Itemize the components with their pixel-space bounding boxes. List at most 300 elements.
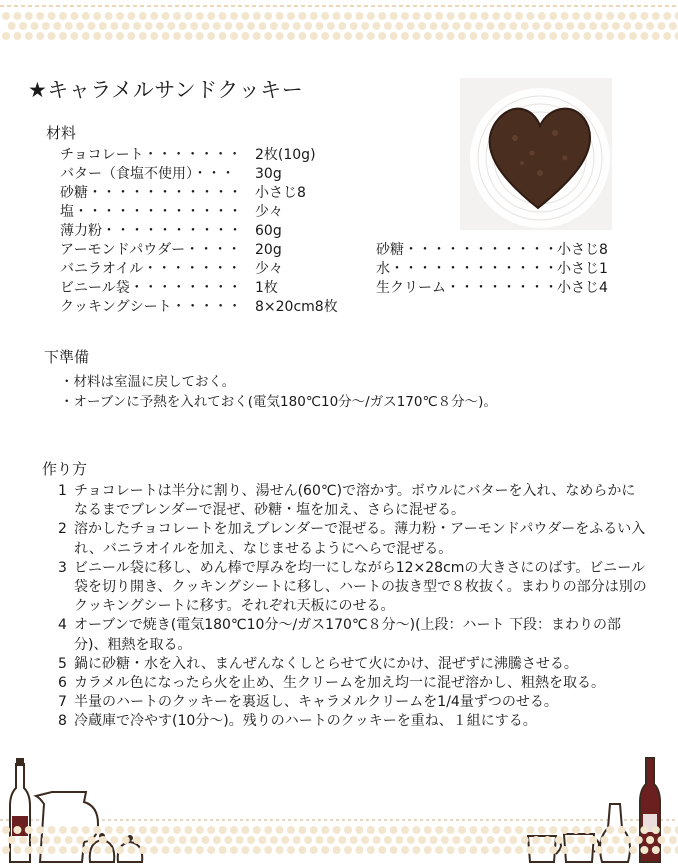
decor-dot xyxy=(487,836,495,844)
decor-dot xyxy=(355,846,363,854)
decor-dot xyxy=(2,32,10,40)
decor-dot xyxy=(116,826,124,834)
ingredient-amount: 1枚 xyxy=(255,280,278,296)
decor-dot xyxy=(122,836,130,844)
decor-dot xyxy=(475,836,483,844)
decor-dot xyxy=(361,22,369,30)
decor-dot xyxy=(310,846,318,854)
decor-dot xyxy=(526,826,534,834)
decor-dot xyxy=(236,836,244,844)
decor-dot xyxy=(595,826,603,834)
decor-dot xyxy=(145,836,153,844)
ingredient-amount: 小さじ8 xyxy=(557,242,608,258)
decor-dot xyxy=(344,826,352,834)
ingredient-row xyxy=(376,260,608,279)
decor-dot xyxy=(390,32,398,40)
decor-dot xyxy=(566,22,574,30)
decor-dot xyxy=(675,846,678,854)
heart-cookie-photo xyxy=(460,78,612,230)
decor-dot xyxy=(25,12,33,20)
ingredients-heading: 材料 xyxy=(46,124,77,142)
decor-dot xyxy=(219,846,227,854)
decor-dot xyxy=(59,846,67,854)
decor-dot xyxy=(150,32,158,40)
decor-dot xyxy=(549,12,557,20)
decor-dot xyxy=(464,836,472,844)
decor-dot xyxy=(401,12,409,20)
step-number: 1 xyxy=(58,483,67,499)
decor-dot xyxy=(298,846,306,854)
decor-dot xyxy=(310,826,318,834)
decor-dot xyxy=(344,846,352,854)
decor-dot xyxy=(430,836,438,844)
decor-dot xyxy=(150,846,158,854)
step-item xyxy=(58,616,648,654)
decor-dot xyxy=(583,826,591,834)
decor-dot xyxy=(70,12,78,20)
ingredient-name: 薄力粉・・・・・・・・・・ xyxy=(60,223,242,239)
decor-dot xyxy=(184,846,192,854)
decor-dot xyxy=(338,836,346,844)
decor-dot xyxy=(127,826,135,834)
decor-dot xyxy=(561,32,569,40)
decor-dot xyxy=(629,12,637,20)
decor-dot xyxy=(213,836,221,844)
decor-dot xyxy=(481,32,489,40)
decor-dot xyxy=(184,12,192,20)
decor-dot xyxy=(646,836,654,844)
decor-dot xyxy=(99,22,107,30)
decor-dot xyxy=(133,836,141,844)
ingredient-amount: 2枚(10g) xyxy=(255,147,316,163)
decor-dot xyxy=(184,826,192,834)
decor-dot xyxy=(310,12,318,20)
decor-dot xyxy=(196,12,204,20)
decor-dot xyxy=(595,12,603,20)
decor-dot xyxy=(435,32,443,40)
decor-dot xyxy=(162,826,170,834)
decor-dot xyxy=(515,846,523,854)
decor-dot xyxy=(276,32,284,40)
decor-dot xyxy=(606,32,614,40)
decor-dot xyxy=(367,846,375,854)
decor-dot xyxy=(213,22,221,30)
decor-dot xyxy=(139,32,147,40)
decor-dot xyxy=(583,32,591,40)
decor-dot xyxy=(435,846,443,854)
decor-dot xyxy=(116,846,124,854)
decor-dot xyxy=(8,836,16,844)
decor-dot xyxy=(316,836,324,844)
decor-dot xyxy=(447,32,455,40)
decor-dot xyxy=(287,846,295,854)
prep-item: ・オーブンに予熱を入れておく(電気180℃10分～/ガス170℃８分～)。 xyxy=(60,394,497,410)
decor-dot xyxy=(230,12,238,20)
decor-dot xyxy=(407,836,415,844)
decor-dot xyxy=(298,12,306,20)
decor-dot xyxy=(93,826,101,834)
decor-dot xyxy=(25,846,33,854)
decor-dot xyxy=(424,846,432,854)
top-dot-border xyxy=(0,0,678,48)
decor-dot xyxy=(390,846,398,854)
decor-dot xyxy=(447,846,455,854)
decor-dot xyxy=(355,12,363,20)
ingredient-amount: 30g xyxy=(255,166,282,182)
prep-list xyxy=(60,372,497,412)
decor-dot xyxy=(578,22,586,30)
decor-dot xyxy=(219,12,227,20)
decor-dot xyxy=(589,836,597,844)
decor-dot xyxy=(561,846,569,854)
step-text: チョコレートは半分に割り、湯せん(60℃)で溶かす。ボウルにバターを入れ、なめらかになるまでブレンダーで混ぜ、砂糖・塩を加え、さらに混ぜる。 xyxy=(74,483,636,519)
decor-dot xyxy=(373,22,381,30)
ingredient-name: 塩・・・・・・・・・・・・ xyxy=(60,204,242,220)
ingredient-row xyxy=(60,279,338,298)
decor-dot xyxy=(8,22,16,30)
decor-dot xyxy=(196,846,204,854)
decor-dot xyxy=(190,22,198,30)
decor-dot xyxy=(521,836,529,844)
decor-dot xyxy=(675,826,678,834)
decor-dot xyxy=(276,12,284,20)
decor-dot xyxy=(42,22,50,30)
decor-dot xyxy=(253,12,261,20)
decor-dot xyxy=(435,826,443,834)
decor-dot xyxy=(241,32,249,40)
decor-dot xyxy=(652,12,660,20)
decor-dot xyxy=(42,836,50,844)
decor-dot xyxy=(253,826,261,834)
decor-dot xyxy=(566,836,574,844)
decor-dot xyxy=(384,836,392,844)
decor-dot xyxy=(2,12,10,20)
ingredient-row xyxy=(60,222,338,241)
decor-dot xyxy=(401,846,409,854)
ingredient-amount: 少々 xyxy=(255,261,283,277)
decor-dot xyxy=(293,836,301,844)
decor-dot xyxy=(207,846,215,854)
decor-dot xyxy=(82,32,90,40)
decor-dot xyxy=(59,12,67,20)
decor-dot xyxy=(287,32,295,40)
decor-dot xyxy=(190,836,198,844)
decor-dot xyxy=(618,846,626,854)
decor-dot xyxy=(321,12,329,20)
decor-dot xyxy=(253,846,261,854)
step-number: 8 xyxy=(58,713,67,730)
decor-dot xyxy=(606,12,614,20)
decor-dot xyxy=(88,836,96,844)
decor-dot xyxy=(196,32,204,40)
decor-dot xyxy=(504,12,512,20)
decor-dot xyxy=(65,22,73,30)
decor-dot xyxy=(658,836,666,844)
decor-dot xyxy=(230,826,238,834)
decor-dot xyxy=(469,826,477,834)
wine-bottle-icon xyxy=(10,758,30,862)
decor-dot xyxy=(623,836,631,844)
decor-dot xyxy=(549,846,557,854)
decor-dot xyxy=(287,826,295,834)
decor-dot xyxy=(333,846,341,854)
ingredient-name: バター（食塩不使用）・・・ xyxy=(60,166,235,182)
decor-dot xyxy=(549,826,557,834)
decor-dot xyxy=(82,846,90,854)
decor-dot xyxy=(583,12,591,20)
decor-dot xyxy=(59,826,67,834)
decor-dot xyxy=(481,846,489,854)
step-text: 冷蔵庫で冷やす(10分～)。残りのハートのクッキーを重ね、１組にする。 xyxy=(74,713,537,730)
decor-dot xyxy=(70,846,78,854)
decor-dot xyxy=(606,826,614,834)
decor-dot xyxy=(127,12,135,20)
decor-dot xyxy=(139,846,147,854)
decor-dot xyxy=(13,32,21,40)
decor-dot xyxy=(36,32,44,40)
ingredient-row xyxy=(60,203,338,222)
decor-dot xyxy=(544,22,552,30)
decor-dot xyxy=(458,846,466,854)
decor-dot xyxy=(469,12,477,20)
decor-dot xyxy=(116,12,124,20)
decor-dot xyxy=(276,846,284,854)
decor-dot xyxy=(669,22,677,30)
decor-dot xyxy=(321,846,329,854)
decor-dot xyxy=(504,826,512,834)
ingredient-row xyxy=(60,260,338,279)
decor-dot xyxy=(555,22,563,30)
decor-dot xyxy=(652,32,660,40)
decor-dot xyxy=(310,32,318,40)
decor-dot xyxy=(298,32,306,40)
decor-dot xyxy=(538,32,546,40)
decor-dot xyxy=(173,32,181,40)
decor-dot xyxy=(469,846,477,854)
decor-dot xyxy=(595,846,603,854)
decor-dot xyxy=(173,846,181,854)
decor-dot xyxy=(162,12,170,20)
decor-dot xyxy=(13,846,21,854)
decor-dot xyxy=(390,826,398,834)
decor-dot xyxy=(184,32,192,40)
decor-dot xyxy=(259,22,267,30)
decor-dot xyxy=(623,22,631,30)
decor-dot xyxy=(458,826,466,834)
ingredient-name: 砂糖・・・・・・・・・・・ xyxy=(60,185,242,201)
decor-dot xyxy=(150,826,158,834)
decor-dot xyxy=(127,32,135,40)
decor-dot xyxy=(395,836,403,844)
steps-heading: 作り方 xyxy=(42,460,88,478)
decor-dot xyxy=(378,32,386,40)
decor-dot xyxy=(378,826,386,834)
decor-dot xyxy=(572,846,580,854)
decor-dot xyxy=(321,826,329,834)
decor-dot xyxy=(350,22,358,30)
decor-dot xyxy=(230,32,238,40)
decor-dot xyxy=(663,846,671,854)
decor-dot xyxy=(36,826,44,834)
decor-dot xyxy=(412,826,420,834)
decor-dot xyxy=(179,836,187,844)
ingredient-amount: 8×20cm8枚 xyxy=(255,299,338,315)
decor-dot xyxy=(481,826,489,834)
decor-dot xyxy=(635,22,643,30)
decor-dot xyxy=(76,22,84,30)
decor-dot xyxy=(167,22,175,30)
decor-dot xyxy=(424,12,432,20)
decor-dot xyxy=(304,836,312,844)
decor-dot xyxy=(241,826,249,834)
decor-dot xyxy=(618,826,626,834)
decor-dot xyxy=(538,826,546,834)
decor-dot xyxy=(521,22,529,30)
decor-dot xyxy=(70,826,78,834)
decor-dot xyxy=(652,846,660,854)
bottom-kitchen-illustration xyxy=(0,744,678,864)
decor-dot xyxy=(76,836,84,844)
ingredient-amount: 小さじ1 xyxy=(557,261,608,277)
decor-dot xyxy=(31,836,39,844)
decor-dot xyxy=(36,846,44,854)
decor-dot xyxy=(430,22,438,30)
decor-dot xyxy=(583,846,591,854)
decor-dot xyxy=(93,32,101,40)
decor-dot xyxy=(53,22,61,30)
decor-dot xyxy=(321,32,329,40)
decor-dot xyxy=(327,22,335,30)
decor-dot xyxy=(156,22,164,30)
ingredient-row xyxy=(60,241,338,260)
decor-dot xyxy=(640,12,648,20)
decor-dot xyxy=(561,826,569,834)
decor-dot xyxy=(241,12,249,20)
decor-dot xyxy=(515,826,523,834)
step-text: ビニール袋に移し、めん棒で厚みを均一にしながら12×28cmの大きさにのばす。ビニール袋を切り開き、クッキングシートに移し、ハートの抜き型で８枚抜く。まわりの部分は別のクッキングシートに移す。それぞれ天板にのせる。 xyxy=(74,559,647,615)
ingredient-row xyxy=(376,241,608,260)
decor-dot xyxy=(287,12,295,20)
decor-dot xyxy=(441,22,449,30)
decor-dot xyxy=(133,22,141,30)
decor-dot xyxy=(48,846,56,854)
decor-dot xyxy=(498,22,506,30)
decor-dot xyxy=(549,32,557,40)
decor-dot xyxy=(276,826,284,834)
decanter-icon xyxy=(600,804,630,862)
decor-dot xyxy=(640,846,648,854)
decor-dot xyxy=(595,32,603,40)
decor-dot xyxy=(19,836,27,844)
decor-dot xyxy=(2,846,10,854)
decor-dot xyxy=(82,826,90,834)
decor-dot xyxy=(105,826,113,834)
step-text: 鍋に砂糖・水を入れ、まんぜんなくしとらせて火にかけ、混ぜずに沸騰させる。 xyxy=(74,655,578,672)
decor-dot xyxy=(173,12,181,20)
step-item xyxy=(58,655,648,674)
decor-dot xyxy=(93,846,101,854)
decor-dot xyxy=(179,22,187,30)
step-text: オーブンで焼き(電気180℃10分～/ガス170℃８分～)(上段：ハート 下段：まわりの部分)、粗熱を取る。 xyxy=(74,617,621,653)
decor-dot xyxy=(663,32,671,40)
decor-dot xyxy=(281,836,289,844)
decor-dot xyxy=(162,846,170,854)
decor-dot xyxy=(504,32,512,40)
decor-dot xyxy=(544,836,552,844)
decor-dot xyxy=(464,22,472,30)
decor-dot xyxy=(31,22,39,30)
decor-dot xyxy=(361,836,369,844)
decor-dot xyxy=(110,836,118,844)
decor-dot xyxy=(663,826,671,834)
decor-dot xyxy=(538,846,546,854)
step-item xyxy=(58,520,648,558)
decor-dot xyxy=(526,32,534,40)
decor-dot xyxy=(48,12,56,20)
decor-dot xyxy=(19,22,27,30)
ingredient-name: アーモンドパウダー・・・・ xyxy=(60,242,242,258)
decor-dot xyxy=(629,846,637,854)
decor-dot xyxy=(105,846,113,854)
decor-dot xyxy=(162,32,170,40)
decor-dot xyxy=(293,22,301,30)
ingredient-name: 砂糖・・・・・・・・・・・ xyxy=(376,242,558,258)
decor-dot xyxy=(48,32,56,40)
decor-dot xyxy=(82,12,90,20)
decor-dot xyxy=(264,826,272,834)
decor-dot xyxy=(458,32,466,40)
decor-dot xyxy=(401,826,409,834)
decor-dot xyxy=(532,22,540,30)
steps-list xyxy=(58,482,648,732)
decor-dot xyxy=(367,826,375,834)
ingredient-row xyxy=(60,298,338,317)
decor-dot xyxy=(53,836,61,844)
decor-dot xyxy=(350,836,358,844)
decor-dot xyxy=(424,826,432,834)
decor-dot xyxy=(515,12,523,20)
decor-dot xyxy=(492,12,500,20)
decor-dot xyxy=(105,32,113,40)
decor-dot xyxy=(207,12,215,20)
decor-dot xyxy=(139,826,147,834)
step-item xyxy=(58,482,648,520)
decor-dot xyxy=(412,32,420,40)
decor-dot xyxy=(167,836,175,844)
step-item xyxy=(58,693,648,712)
decor-dot xyxy=(88,22,96,30)
decor-dot xyxy=(202,22,210,30)
decor-dot xyxy=(93,12,101,20)
decor-dot xyxy=(230,846,238,854)
ingredient-name: ビニール袋・・・・・・・・ xyxy=(60,280,242,296)
decor-dot xyxy=(452,836,460,844)
ingredient-amount: 少々 xyxy=(255,204,283,220)
ingredients-list-caramel xyxy=(376,241,608,298)
decor-dot xyxy=(333,12,341,20)
decor-dot xyxy=(390,12,398,20)
decor-dot xyxy=(452,22,460,30)
decor-dot xyxy=(219,826,227,834)
decor-dot xyxy=(435,12,443,20)
decor-dot xyxy=(127,846,135,854)
decor-dot xyxy=(367,32,375,40)
ingredient-name: 生クリーム・・・・・・・・ xyxy=(376,280,558,296)
step-number: 7 xyxy=(58,694,67,711)
decor-dot xyxy=(526,846,534,854)
decor-dot xyxy=(538,12,546,20)
step-number: 5 xyxy=(58,655,67,672)
